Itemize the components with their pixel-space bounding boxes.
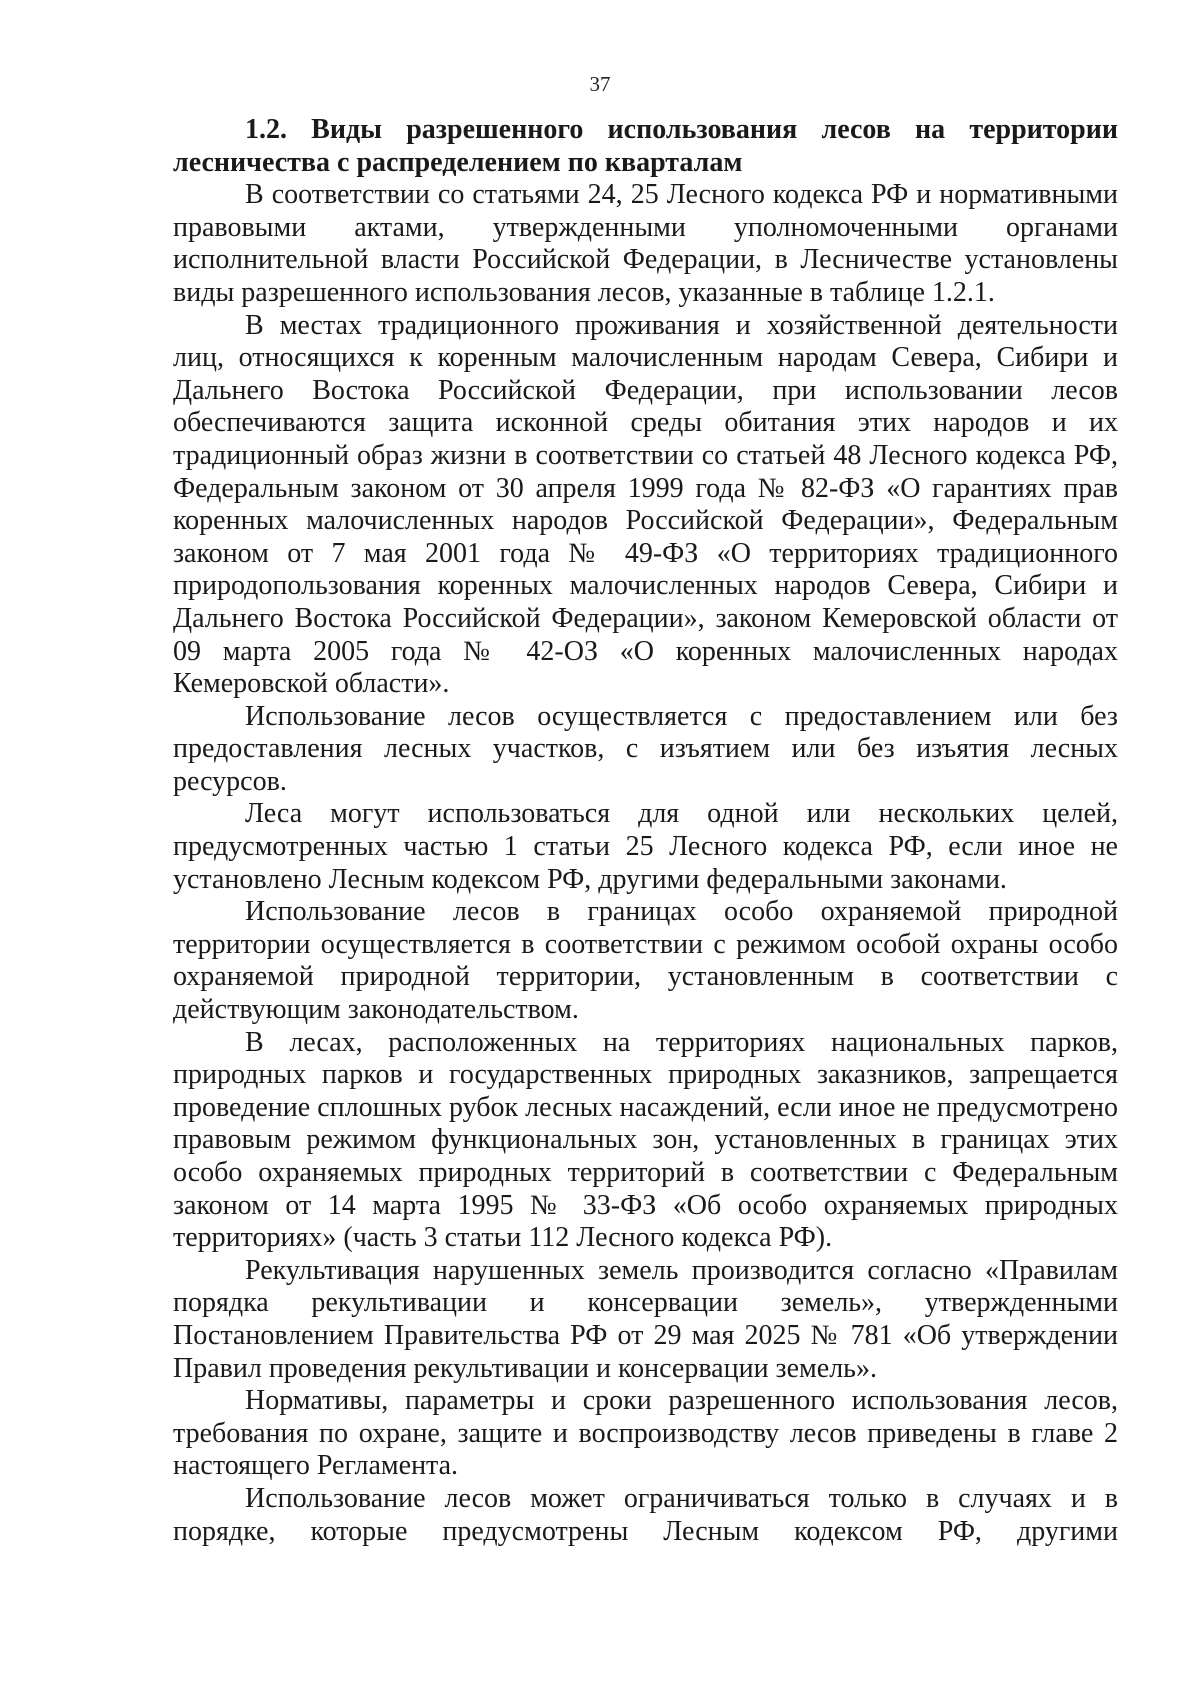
- paragraph: В соответствии со статьями 24, 25 Лесного кодекса РФ и нормативными правовыми актами, утвержденными уполномоченными органами исполнительной власти Российской Федерации, в Лесничестве установлены виды разрешенного использования лесов, указанные в таблице 1.2.1.: [173, 179, 1118, 308]
- page-body: [173, 114, 1118, 1548]
- paragraph: Нормативы, параметры и сроки разрешенного использования лесов, требования по охране, защите и воспроизводству лесов приведены в главе 2 настоящего Регламента.: [173, 1385, 1118, 1482]
- paragraph-continued: Использование лесов может ограничиваться только в случаях и в порядке, которые предусмотрены Лесным кодексом РФ, другими: [173, 1482, 1118, 1547]
- paragraph: В местах традиционного проживания и хозяйственной деятельности лиц, относящихся к коренным малочисленным народам Севера, Сибири и Дальнего Востока Российской Федерации, при использовании лесов обеспечиваются защита исконной среды обитания этих народов и их традиционный образ жизни в соответствии со статьей 48 Лесного кодекса РФ, Федеральным законом от 30 апреля 1999 года № 82-ФЗ «О гарантиях прав коренных малочисленных народов Российской Федерации», Федеральным законом от 7 мая 2001 года № 49-ФЗ «О территориях традиционного природопользования коренных малочисленных народов Севера, Сибири и Дальнего Востока Российской Федерации», законом Кемеровской области от 09 марта 2005 года № 42-ОЗ «О коренных малочисленных народах Кемеровской области».: [173, 309, 1118, 700]
- page-number: 37: [589, 72, 611, 96]
- paragraph: Леса могут использоваться для одной или нескольких целей, предусмотренных частью 1 статьи 25 Лесного кодекса РФ, если иное не установлено Лесным кодексом РФ, другими федеральными законами.: [173, 798, 1118, 895]
- paragraph: Рекультивация нарушенных земель производится согласно «Правилам порядка рекультивации и консервации земель», утвержденными Постановлением Правительства РФ от 29 мая 2025 № 781 «Об утверждении Правил проведения рекультивации и консервации земель».: [173, 1254, 1118, 1384]
- paragraph: Использование лесов осуществляется с предоставлением или без предоставления лесных участков, с изъятием или без изъятия лесных ресурсов.: [173, 700, 1118, 797]
- paragraph: Использование лесов в границах особо охраняемой природной территории осуществляется в соответствии с режимом особой охраны особо охраняемой природной территории, установленным в соответствии с действующим законодательством.: [173, 896, 1118, 1026]
- section-heading: 1.2. Виды разрешенного использования лесов на территории лесничества с распределением по кварталам: [173, 114, 1118, 178]
- paragraph: В лесах, расположенных на территориях национальных парков, природных парков и государственных природных заказников, запрещается проведение сплошных рубок лесных насаждений, если иное не предусмотрено правовым режимом функциональных зон, установленных в границах этих особо охраняемых природных территорий в соответствии с Федеральным законом от 14 марта 1995 № 33-ФЗ «Об особо охраняемых природных территориях» (часть 3 статьи 112 Лесного кодекса РФ).: [173, 1026, 1118, 1254]
